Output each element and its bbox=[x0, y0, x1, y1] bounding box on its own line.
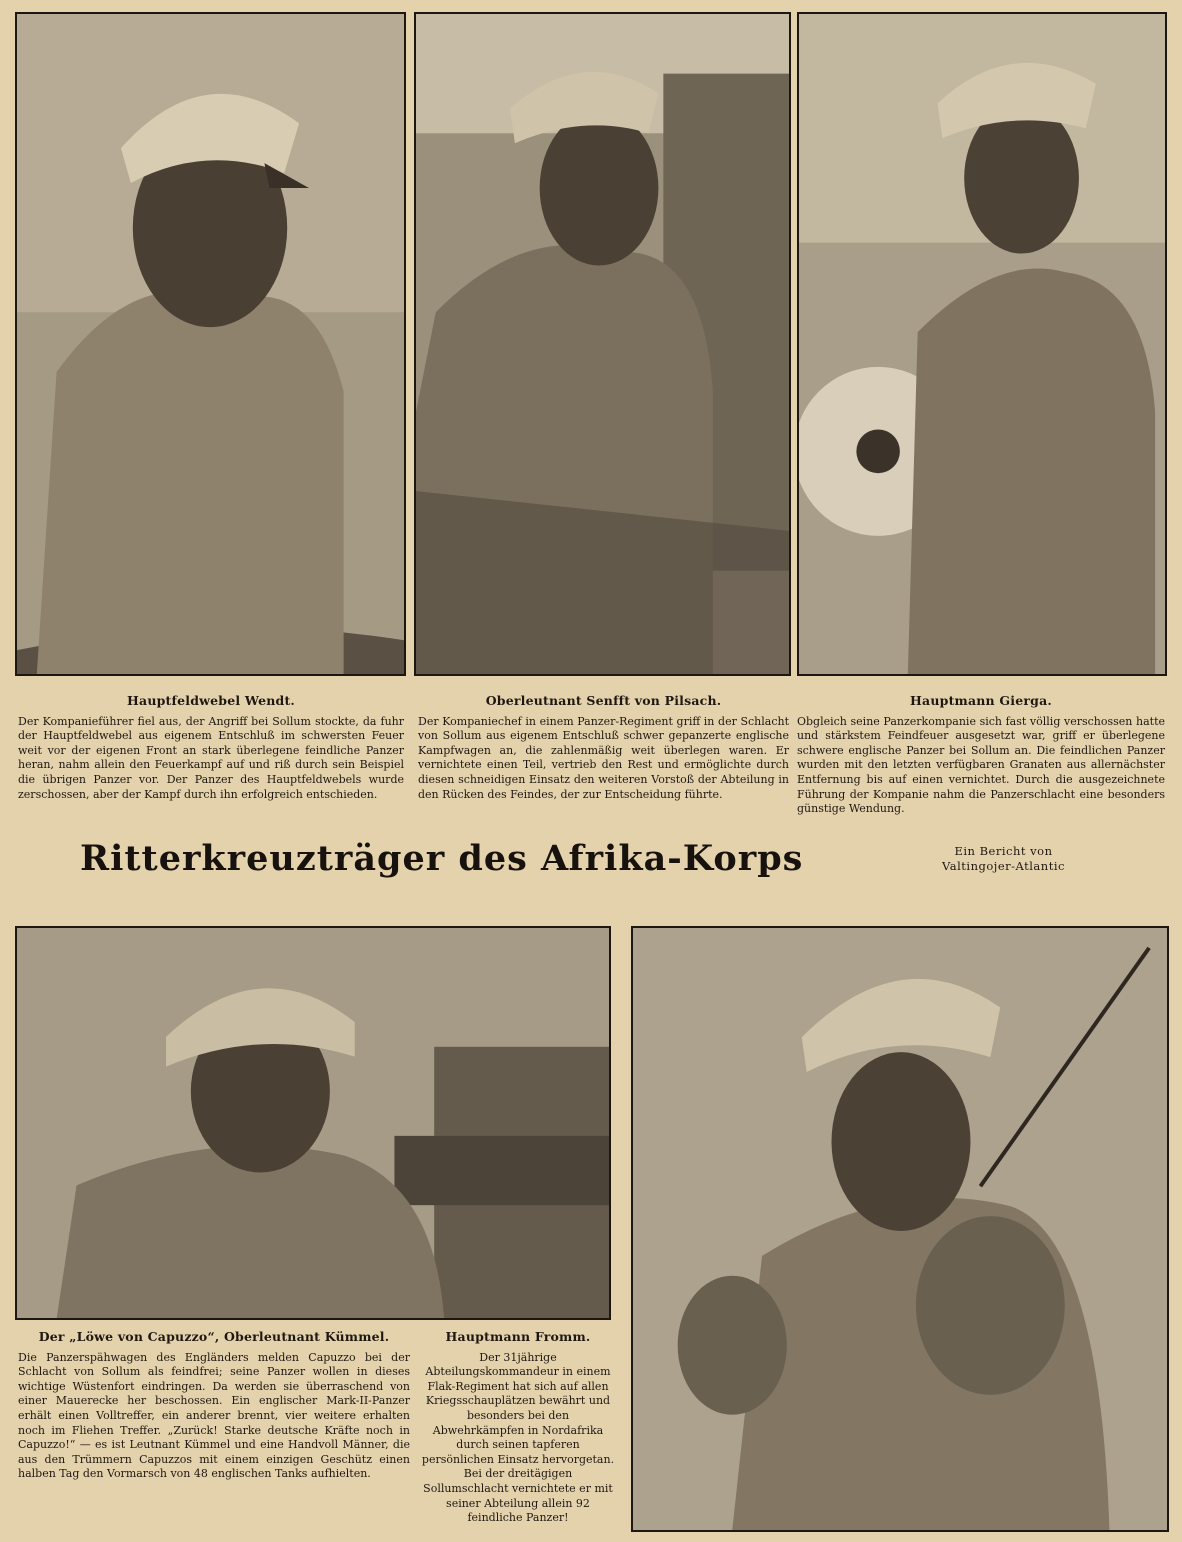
byline-line-1: Ein Bericht von bbox=[954, 844, 1053, 858]
caption-title: Oberleutnant Senfft von Pilsach. bbox=[485, 693, 722, 708]
photo-wendt bbox=[15, 12, 406, 676]
caption-title: Hauptfeldwebel Wendt. bbox=[127, 693, 295, 708]
page-headline: Ritterkreuzträger des Afrika-Korps bbox=[80, 838, 804, 879]
caption-text: Der Kompanieführer fiel aus, der Angriff bei Sollum stockte, da fuhr der Hauptfeldwebel aus eigenem Entschluß im schwersten Feuer weit vor der eigenen Front an stark überlegene feindliche Panzer heran, nahm allein den Feuerkampf auf und riß durch sein Beispiel die übrigen Panzer vor. Der Panzer des Hauptfeldwebels wurde zerschossen, aber der Kampf durch ihn erfolgreich entschieden. bbox=[18, 714, 404, 801]
portrait-senfft-illustration bbox=[416, 14, 789, 674]
caption-senfft bbox=[418, 694, 789, 802]
caption-fromm bbox=[420, 1330, 616, 1526]
caption-text: Obgleich seine Panzerkompanie sich fast völlig verschossen hatte und stärkstem Feindfeuer ausgesetzt war, griff er überlegene schwere englische Panzer bei Sollum an. Die feindlichen Panzer wurden mit den letzten verfügbaren Granaten aus allernächster Entfernung bis auf einen vernichtet. Durch die ausgezeichnete Führung der Kompanie nahm die Panzerschlacht eine besonders günstige Wendung. bbox=[797, 714, 1165, 816]
portrait-fromm-illustration bbox=[633, 928, 1167, 1530]
caption-text: Der 31jährige Abteilungskommandeur in einem Flak-Regiment hat sich auf allen Kriegsschauplätzen bewährt und besonders bei den Abwehrkämpfen in Nordafrika durch seinen tapferen persönlichen Einsatz hervorgetan. Bei der dreitägigen Sollumschlacht vernichtete er mit seiner Abteilung allein 92 feindliche Panzer! bbox=[421, 1350, 615, 1525]
photo-fromm bbox=[631, 926, 1169, 1532]
caption-text: Die Panzerspähwagen des Engländers melden Capuzzo bei der Schlacht von Sollum als feindfrei; seine Panzer wollen in dieses wichtige Wüstenfort eindringen. Da werden sie überraschend von einer Mauerecke her beschossen. Ein englischer Mark-II-Panzer erhält einen Volltreffer, ein anderer brennt, vier weitere erhalten noch im Fliehen Treffer. „Zurück! Starke deutsche Kräfte noch in Capuzzo!“ — es ist Leutnant Kümmel und eine Handvoll Männer, die aus den Trümmern Capuzzos mit einem einzigen Geschütz einen halben Tag den Vormarsch von 48 englischen Tanks aufhielten. bbox=[18, 1350, 410, 1481]
byline-line-2: Valtingojer-Atlantic bbox=[942, 859, 1065, 873]
portrait-gierga-illustration bbox=[799, 14, 1165, 674]
caption-kuemmel bbox=[18, 1330, 410, 1482]
photo-senfft-von-pilsach bbox=[414, 12, 791, 676]
caption-title: Hauptmann Gierga. bbox=[910, 693, 1052, 708]
byline bbox=[942, 844, 1065, 874]
caption-text: Der Kompaniechef in einem Panzer-Regiment griff in der Schlacht von Sollum aus eigenem Entschluß schwer gepanzerte englische Kampfwagen an, die zahlenmäßig weit überlegen waren. Er vernichtete einen Teil, vertrieb den Rest und ermöglichte durch diesen schneidigen Einsatz den weiteren Vorstoß der Abteilung in den Rücken des Feindes, der zur Entscheidung führte. bbox=[418, 714, 789, 801]
caption-title: Hauptmann Fromm. bbox=[445, 1329, 591, 1344]
caption-gierga bbox=[797, 694, 1165, 817]
caption-wendt bbox=[18, 694, 404, 802]
caption-title: Der „Löwe von Capuzzo“, Oberleutnant Kümmel. bbox=[38, 1329, 390, 1344]
photo-kuemmel bbox=[15, 926, 611, 1320]
portrait-kuemmel-illustration bbox=[17, 928, 609, 1318]
portrait-wendt-illustration bbox=[17, 14, 404, 674]
photo-gierga bbox=[797, 12, 1167, 676]
